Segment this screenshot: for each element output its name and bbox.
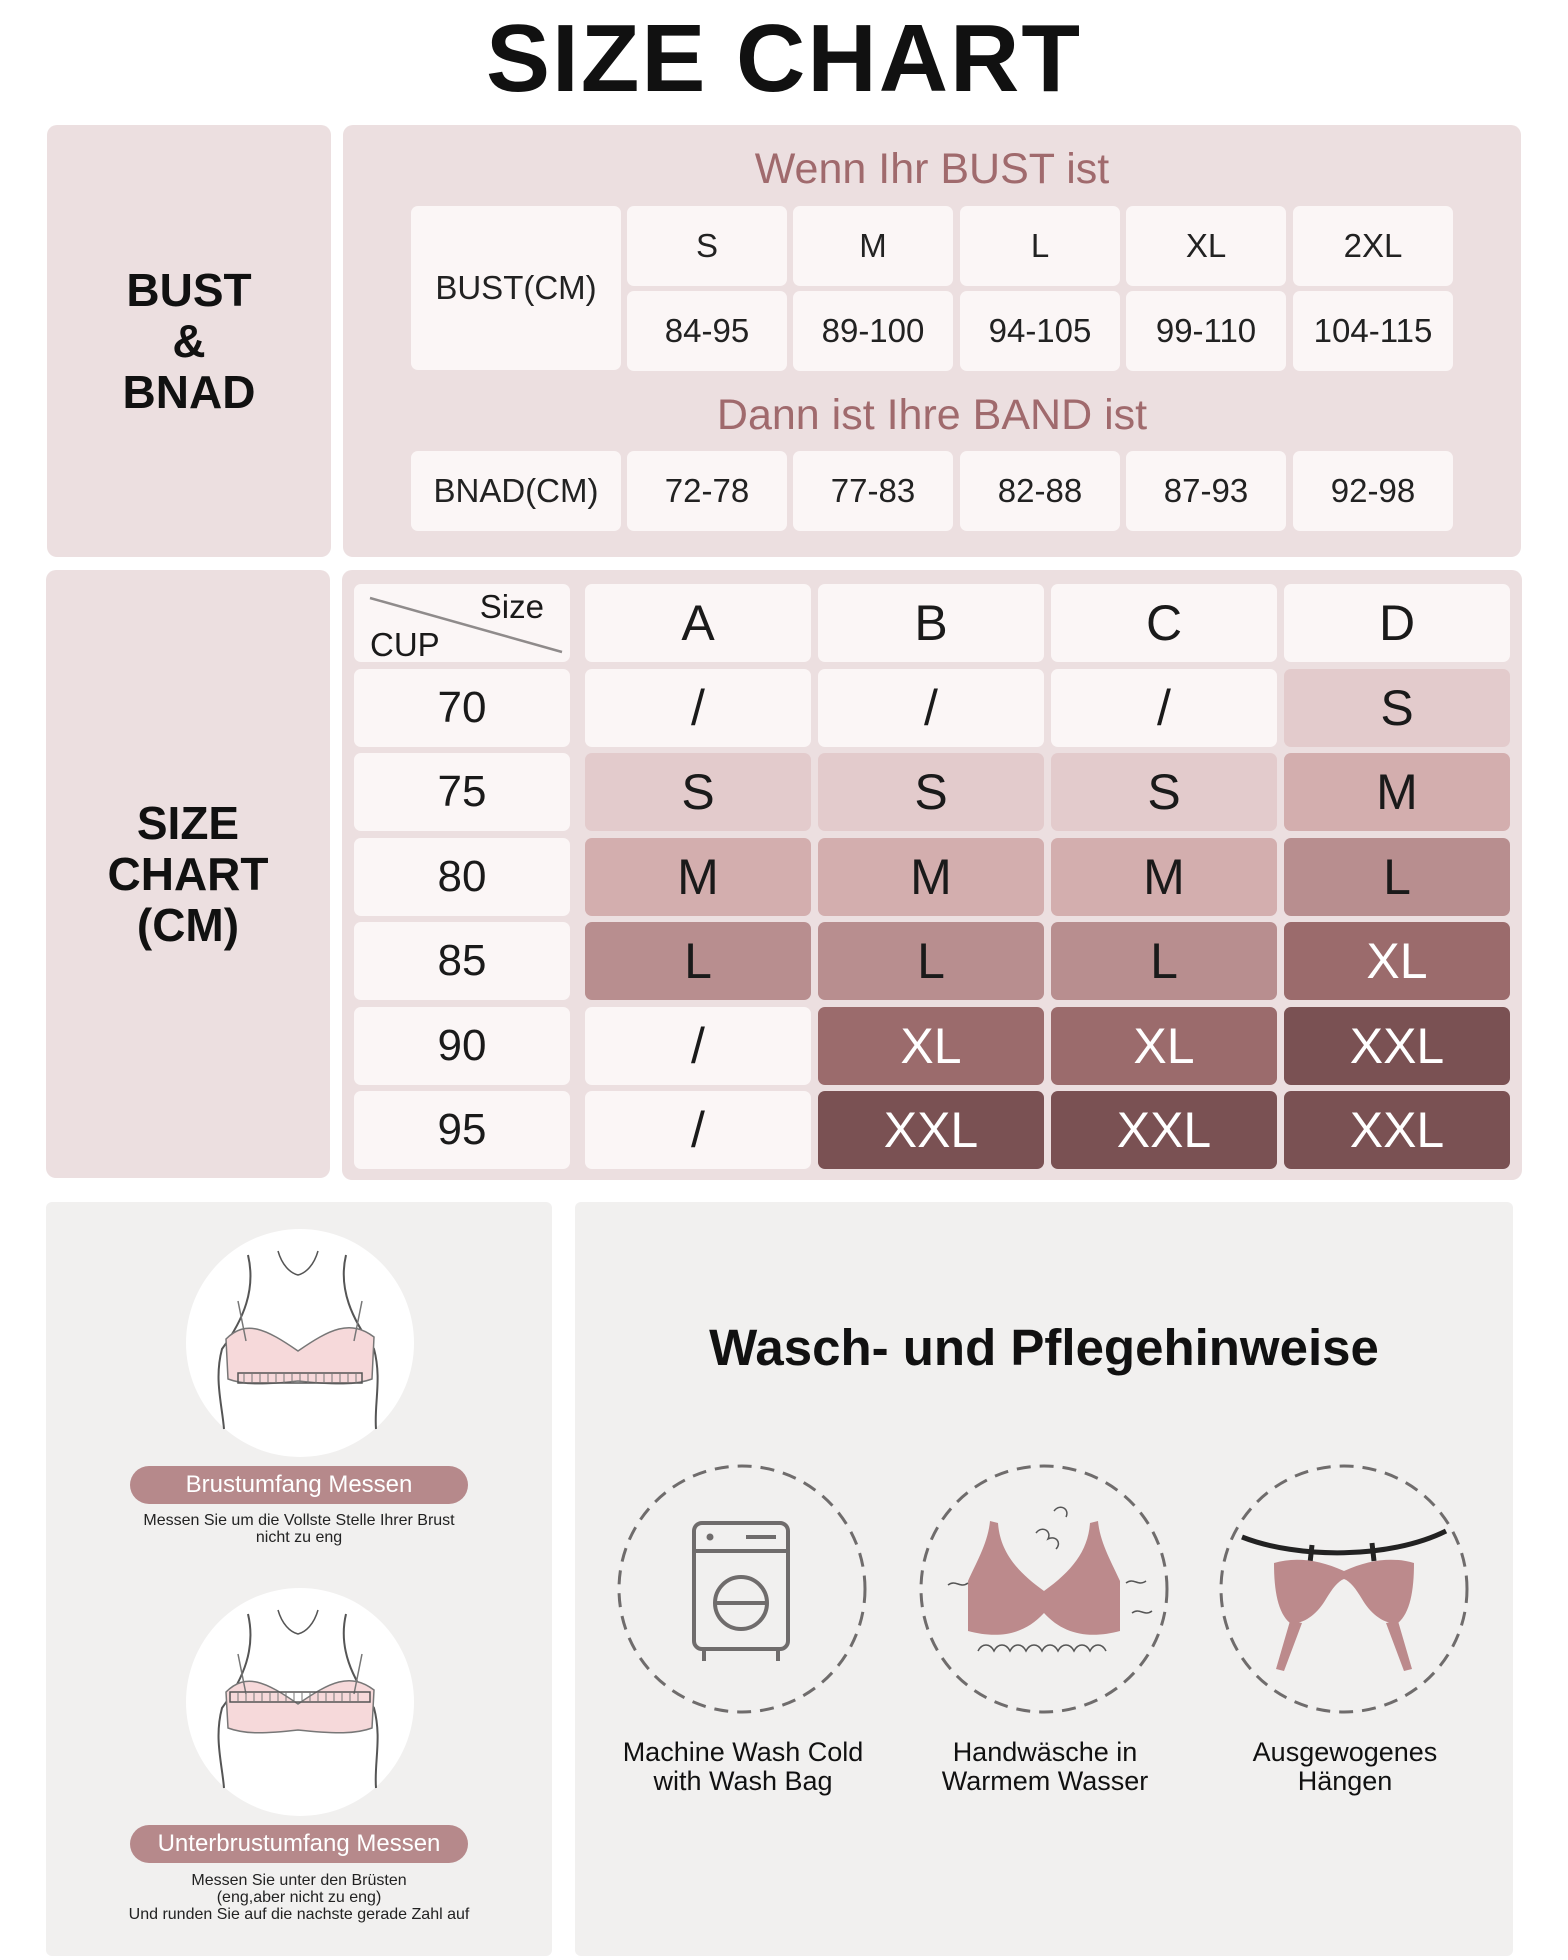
bust-value-cell: 99-110 xyxy=(1126,291,1286,371)
band-value-cell: 87-93 xyxy=(1126,451,1286,531)
care-label-line: with Wash Bag xyxy=(653,1766,833,1796)
bust-measure-illustration xyxy=(186,1229,414,1457)
size-value-cell: M xyxy=(818,838,1044,916)
band-value-cell: 72-78 xyxy=(627,451,787,531)
size-value-cell: M xyxy=(585,838,811,916)
band-size-cell: 75 xyxy=(354,753,570,831)
corner-cup-label: CUP xyxy=(370,626,440,663)
side-label-line: & xyxy=(172,314,206,367)
corner-size-label: Size xyxy=(479,588,544,625)
size-value-cell: / xyxy=(1051,669,1277,747)
size-value-cell: / xyxy=(818,669,1044,747)
cup-header-cell: C xyxy=(1051,584,1277,662)
size-header-cell: L xyxy=(960,206,1120,286)
size-value-cell: XXL xyxy=(1051,1091,1277,1169)
bust-measure-description xyxy=(66,1512,532,1546)
band-value-cell: 82-88 xyxy=(960,451,1120,531)
size-value-cell: XXL xyxy=(1284,1091,1510,1169)
description-line: (eng,aber nicht zu eng) xyxy=(216,1889,382,1906)
side-label-line: BUST xyxy=(126,263,252,316)
underbust-measure-pill: Unterbrustumfang Messen xyxy=(130,1825,468,1863)
side-label-line: (CM) xyxy=(136,898,240,951)
side-label-line: BNAD xyxy=(122,365,256,418)
band-size-cell: 85 xyxy=(354,922,570,1000)
size-header-cell: XL xyxy=(1126,206,1286,286)
underbust-measure-description xyxy=(66,1872,532,1923)
care-label-wash xyxy=(593,1738,893,1796)
care-label-hang xyxy=(1195,1738,1495,1796)
side-label-line: CHART xyxy=(107,847,269,900)
band-size-cell: 80 xyxy=(354,838,570,916)
size-value-cell: L xyxy=(818,922,1044,1000)
size-value-cell: L xyxy=(1051,922,1277,1000)
size-value-cell: S xyxy=(818,753,1044,831)
cup-header-cell: B xyxy=(818,584,1044,662)
size-value-cell: S xyxy=(1284,669,1510,747)
size-value-cell: / xyxy=(585,1091,811,1169)
page-title: SIZE CHART xyxy=(486,5,1082,112)
measure-panel xyxy=(46,1202,552,1956)
size-value-cell: XL xyxy=(818,1007,1044,1085)
care-label-line: Handwäsche in xyxy=(952,1737,1138,1767)
bust-value-cell: 94-105 xyxy=(960,291,1120,371)
underbust-measure-illustration xyxy=(186,1588,414,1816)
care-panel xyxy=(575,1202,1513,1956)
size-value-cell: S xyxy=(585,753,811,831)
cup-header-cell: D xyxy=(1284,584,1510,662)
bust-value-cell: 89-100 xyxy=(793,291,953,371)
band-size-cell: 90 xyxy=(354,1007,570,1085)
care-label-line: Warmem Wasser xyxy=(941,1766,1149,1796)
band-size-cell: 95 xyxy=(354,1091,570,1169)
size-value-cell: XL xyxy=(1284,922,1510,1000)
size-header-cell: S xyxy=(627,206,787,286)
bust-value-cell: 84-95 xyxy=(627,291,787,371)
size-value-cell: S xyxy=(1051,753,1277,831)
band-value-cell: 92-98 xyxy=(1293,451,1453,531)
washing-machine-icon xyxy=(616,1463,868,1715)
size-value-cell: / xyxy=(585,1007,811,1085)
care-label-handwash xyxy=(895,1738,1195,1796)
bust-band-side-panel xyxy=(47,125,331,557)
size-value-cell: M xyxy=(1284,753,1510,831)
size-value-cell: M xyxy=(1051,838,1277,916)
side-label-line: SIZE xyxy=(136,796,240,849)
size-value-cell: XXL xyxy=(1284,1007,1510,1085)
size-header-cell: 2XL xyxy=(1293,206,1453,286)
band-row-label: BNAD(CM) xyxy=(411,451,621,531)
size-value-cell: L xyxy=(585,922,811,1000)
band-heading: Dann ist Ihre BAND ist xyxy=(716,391,1148,439)
size-value-cell: XL xyxy=(1051,1007,1277,1085)
description-line: Und runden Sie auf die nachste gerade Zahl auf xyxy=(128,1906,470,1923)
size-value-cell: L xyxy=(1284,838,1510,916)
care-label-line: Hängen xyxy=(1297,1766,1393,1796)
bust-value-cell: 104-115 xyxy=(1293,291,1453,371)
band-value-cell: 77-83 xyxy=(793,451,953,531)
description-line: nicht zu eng xyxy=(255,1529,343,1546)
description-line: Messen Sie unter den Brüsten xyxy=(191,1872,407,1889)
description-line: Messen Sie um die Vollste Stelle Ihrer Brust xyxy=(143,1512,455,1529)
bust-measure-pill: Brustumfang Messen xyxy=(130,1466,468,1504)
underbust-measure-icon xyxy=(186,1588,414,1816)
size-value-cell: XXL xyxy=(818,1091,1044,1169)
size-chart-side-panel xyxy=(46,570,330,1178)
bust-row-label: BUST(CM) xyxy=(411,206,621,370)
hand-wash-bra-icon xyxy=(918,1463,1170,1715)
size-header-cell: M xyxy=(793,206,953,286)
hang-dry-bra-icon xyxy=(1218,1463,1470,1715)
size-value-cell: / xyxy=(585,669,811,747)
cup-header-cell: A xyxy=(585,584,811,662)
corner-cell xyxy=(354,584,570,662)
bust-measure-icon xyxy=(186,1229,414,1457)
size-chart-table-panel xyxy=(342,570,1522,1180)
bust-band-table-panel xyxy=(343,125,1521,557)
band-size-cell: 70 xyxy=(354,669,570,747)
care-label-line: Machine Wash Cold xyxy=(622,1737,864,1767)
care-label-line: Ausgewogenes xyxy=(1252,1737,1438,1767)
bust-heading: Wenn Ihr BUST ist xyxy=(754,145,1110,193)
care-title: Wasch- und Pflegehinweise xyxy=(709,1319,1379,1376)
